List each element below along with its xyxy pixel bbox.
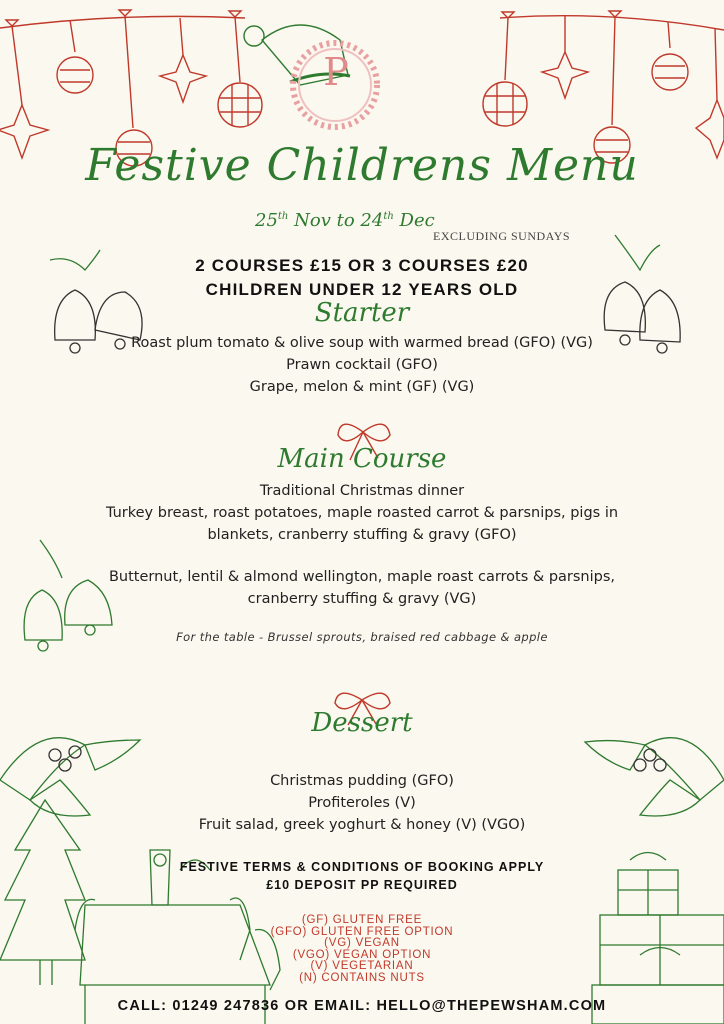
date-range — [255, 210, 435, 231]
terms-line-1: FESTIVE TERMS & CONDITIONS OF BOOKING APPLY — [179, 860, 545, 874]
menu-title: Festive Childrens Menu — [85, 140, 639, 191]
dietary-legend — [0, 915, 724, 984]
starter-item: Grape, melon & mint (GF) (VG) — [249, 379, 475, 395]
main-item: Traditional Christmas dinner — [259, 483, 465, 499]
starter-item: Prawn cocktail (GFO) — [286, 357, 438, 373]
start-suffix: th — [277, 211, 289, 222]
main-item: cranberry stuffing & gravy (VG) — [247, 591, 477, 607]
start-day: 25 — [255, 210, 278, 231]
dessert-item: Christmas pudding (GFO) — [270, 773, 454, 789]
logo-letter: P — [323, 50, 349, 94]
main-heading: Main Course — [277, 444, 447, 474]
legend-item: (GFO) GLUTEN FREE OPTION — [270, 925, 454, 938]
dessert-heading: Dessert — [311, 708, 413, 738]
legend-item: (GF) GLUTEN FREE — [301, 914, 423, 926]
pricing-line-2: CHILDREN UNDER 12 YEARS OLD — [205, 280, 519, 299]
end-suffix: th — [383, 211, 394, 222]
excluding-note: EXCLUDING SUNDAYS — [433, 229, 571, 243]
main-item: Butternut, lentil & almond wellington, maple roast carrots & parsnips, — [108, 569, 616, 585]
start-month: Nov to — [294, 210, 355, 231]
end-day: 24 — [360, 210, 384, 231]
pricing-line-1: 2 COURSES £15 OR 3 COURSES £20 — [195, 256, 529, 275]
starter-item: Roast plum tomato & olive soup with warmed bread (GFO) (VG) — [131, 335, 593, 351]
legend-item: (N) CONTAINS NUTS — [299, 971, 425, 984]
legend-item: (VGO) VEGAN OPTION — [292, 948, 432, 961]
terms-line-2: £10 DEPOSIT PP REQUIRED — [266, 878, 458, 892]
main-item: Turkey breast, roast potatoes, maple roasted carrot & parsnips, pigs in — [105, 505, 619, 521]
table-note: For the table - Brussel sprouts, braised red cabbage & apple — [176, 630, 548, 644]
bunting-icon — [0, 10, 724, 128]
dessert-item: Profiteroles (V) — [308, 795, 416, 811]
starter-heading: Starter — [314, 298, 410, 328]
legend-item: (V) VEGETARIAN — [310, 960, 414, 972]
contact-line: CALL: 01249 247836 OR EMAIL: HELLO@THEPEWSHAM.COM — [117, 998, 607, 1014]
end-month: Dec — [399, 210, 435, 231]
main-item: blankets, cranberry stuffing & gravy (GFO) — [207, 527, 517, 543]
legend-item: (VG) VEGAN — [324, 937, 400, 949]
dessert-item: Fruit salad, greek yoghurt & honey (V) (VGO) — [198, 817, 526, 833]
